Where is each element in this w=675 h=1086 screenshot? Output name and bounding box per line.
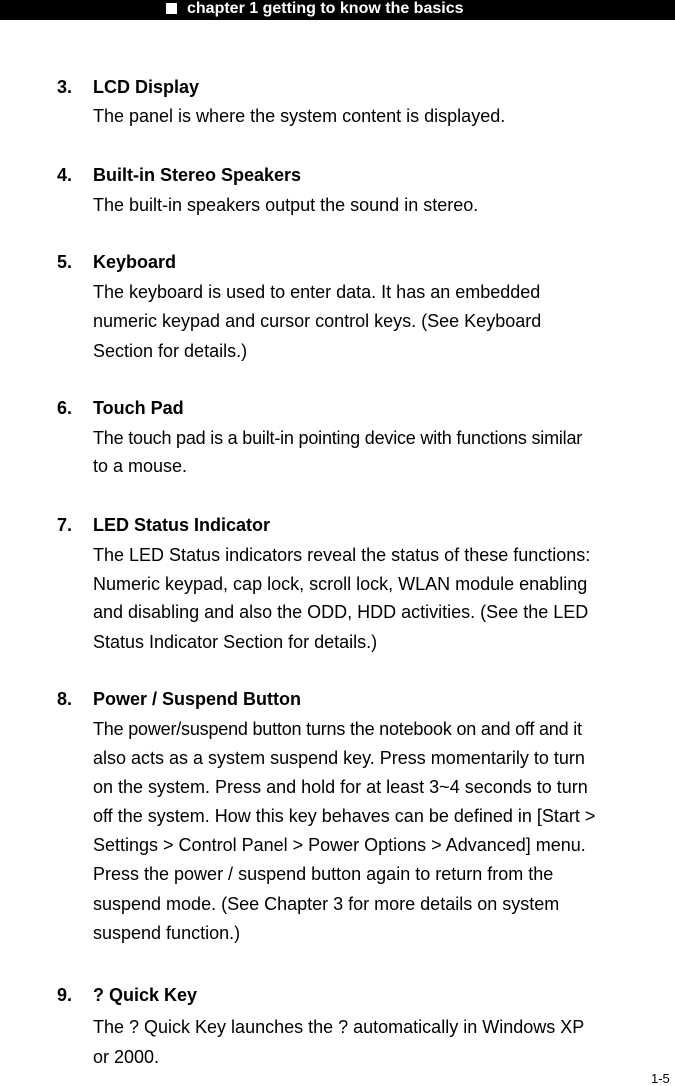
section-number: 6. [57, 398, 73, 418]
section-title: LCD Display [93, 77, 200, 97]
section-text: The panel is where the system content is displayed. [93, 106, 506, 126]
section-number: 7. [57, 515, 73, 535]
section-text: suspend mode. (See Chapter 3 for more details on system [93, 894, 560, 914]
section-text: Press the power / suspend button again to return from the [93, 864, 554, 884]
chapter-title: chapter 1 getting to know the basics [187, 0, 464, 17]
section-text: and disabling and also the ODD, HDD activities. (See the LED [93, 602, 589, 622]
section-number: 9. [57, 985, 73, 1005]
section-title: Power / Suspend Button [93, 689, 302, 709]
section-title: ? Quick Key [93, 985, 198, 1005]
section-title: Built-in Stereo Speakers [93, 165, 302, 185]
section-number: 3. [57, 77, 73, 97]
section-text: The touch pad is a built-in pointing device with functions similar [93, 428, 583, 448]
section-text: off the system. How this key behaves can be defined in [Start > [93, 806, 596, 826]
section-number: 8. [57, 689, 73, 709]
section-text: to a mouse. [93, 456, 188, 476]
section-text: The power/suspend button turns the notebook on and off and it [93, 719, 582, 739]
section-text: The ? Quick Key launches the ? automatically in Windows XP [93, 1017, 585, 1037]
square-bullet-icon [166, 3, 177, 14]
section-text: Numeric keypad, cap lock, scroll lock, WLAN module enabling [93, 574, 588, 594]
section-text: on the system. Press and hold for at least 3~4 seconds to turn [93, 777, 588, 797]
section-title: Touch Pad [93, 398, 184, 418]
section-text: Settings > Control Panel > Power Options > Advanced] menu. [93, 835, 586, 855]
section-text: or 2000. [93, 1047, 160, 1067]
page-number: 1-5 [651, 1071, 670, 1086]
section-text: The built-in speakers output the sound in stereo. [93, 195, 479, 215]
section-text: Section for details.) [93, 341, 248, 361]
section-title: Keyboard [93, 252, 177, 272]
section-text: also acts as a system suspend key. Press momentarily to turn [93, 748, 585, 768]
section-text: suspend function.) [93, 923, 241, 943]
section-text: The LED Status indicators reveal the status of these functions: [93, 545, 591, 565]
section-text: numeric keypad and cursor control keys. (See Keyboard [93, 311, 542, 331]
chapter-header [0, 0, 675, 20]
section-number: 4. [57, 165, 73, 185]
section-text: The keyboard is used to enter data. It has an embedded [93, 282, 541, 302]
section-title: LED Status Indicator [93, 515, 271, 535]
section-number: 5. [57, 252, 73, 272]
section-text: Status Indicator Section for details.) [93, 632, 378, 652]
